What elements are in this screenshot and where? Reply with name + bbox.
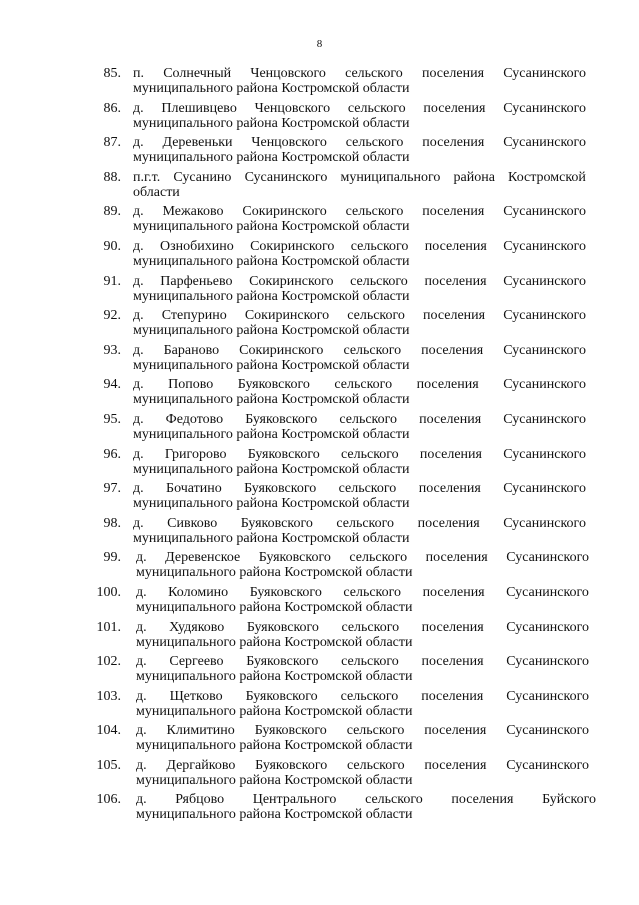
item-number: 88.	[103, 169, 121, 185]
item-word: Сусанинского	[506, 723, 589, 739]
item-number: 104.	[96, 723, 121, 739]
item-word: Ченцовского	[254, 100, 331, 116]
item-word: поселения	[421, 654, 484, 670]
item-word: Сусанинского	[506, 654, 589, 670]
item-word: поселения	[421, 66, 485, 81]
item-word: д.	[136, 688, 147, 704]
list-item	[0, 477, 639, 512]
item-word: д.	[136, 757, 147, 773]
item-word: поселения	[424, 723, 487, 739]
item-word: сельского	[350, 238, 409, 254]
item-word: Буяковского	[246, 619, 319, 635]
item-word: Парфеньево	[160, 273, 233, 289]
item-word: Сусанинского	[503, 515, 586, 531]
item-word: Ознобихино	[159, 238, 234, 254]
list-item	[0, 235, 639, 270]
item-second-line: муниципального района Костромской области	[136, 669, 413, 685]
item-word: д.	[133, 411, 144, 427]
item-word: сельского	[341, 619, 400, 635]
item-word: д.	[136, 654, 147, 670]
item-word: Степурино	[161, 308, 227, 324]
item-word: Сокиринского	[249, 273, 334, 289]
item-word: поселения	[421, 688, 484, 704]
item-number: 96.	[103, 446, 121, 462]
item-word: д.	[133, 238, 144, 254]
item-second-line: муниципального района Костромской области	[133, 288, 410, 304]
list-item	[0, 270, 639, 305]
item-word: Сусанинского	[503, 273, 586, 289]
item-second-line: муниципального района Костромской области	[133, 81, 410, 96]
settlement-list	[0, 62, 639, 823]
item-word: сельского	[343, 584, 402, 600]
item-word: Центрального	[252, 792, 337, 808]
list-item	[0, 373, 639, 408]
item-word: Буяковского	[246, 654, 319, 670]
item-second-line: муниципального района Костромской области	[133, 150, 410, 166]
item-word: Федотово	[165, 411, 224, 427]
item-word: сельского	[336, 515, 395, 531]
item-word: д.	[133, 377, 144, 393]
item-word: д.	[133, 446, 144, 462]
item-word: сельского	[343, 342, 402, 358]
item-number: 97.	[103, 481, 121, 497]
item-word: Бараново	[163, 342, 220, 358]
item-second-line: муниципального района Костромской области	[136, 634, 413, 650]
item-number: 89.	[103, 204, 121, 220]
item-word: сельского	[347, 100, 406, 116]
item-number: 105.	[96, 757, 121, 773]
item-word: д.	[133, 308, 144, 324]
list-item	[0, 581, 639, 616]
list-item	[0, 200, 639, 235]
item-word: Буяковского	[237, 377, 310, 393]
item-word: поселения	[451, 792, 514, 808]
item-word: Буяковского	[255, 757, 328, 773]
item-word: д.	[133, 273, 144, 289]
item-word: Межаково	[162, 204, 224, 220]
item-word: сельского	[334, 377, 393, 393]
item-second-line: муниципального района Костромской области	[133, 426, 410, 442]
item-number: 92.	[103, 308, 121, 324]
item-word: Сусанинского	[503, 135, 586, 151]
item-second-line: муниципального района Костромской области	[136, 738, 413, 754]
item-word: Буяковского	[247, 446, 320, 462]
list-item	[0, 788, 639, 823]
item-number: 98.	[103, 515, 121, 531]
item-word: Сусанинского	[506, 619, 589, 635]
item-second-line: муниципального района Костромской области	[136, 599, 413, 615]
item-second-line: муниципального района Костромской области	[133, 323, 410, 339]
item-word: д.	[133, 204, 144, 220]
item-word: Сокиринского	[239, 342, 324, 358]
item-word: поселения	[424, 238, 487, 254]
item-word: д.	[133, 481, 144, 497]
list-item	[0, 685, 639, 720]
item-word: Сусанинского	[503, 100, 586, 116]
list-item	[0, 62, 639, 97]
item-word: Щетково	[169, 688, 223, 704]
item-word: Сусанинского	[506, 550, 589, 566]
item-second-line: муниципального района Костромской области	[133, 253, 410, 269]
item-word: Деревенское	[165, 550, 241, 566]
item-word: Сусанинского	[503, 204, 586, 220]
list-item	[0, 97, 639, 132]
list-item	[0, 754, 639, 789]
item-word: сельского	[346, 757, 405, 773]
item-word: Буяковского	[258, 550, 331, 566]
item-word: д.	[136, 619, 147, 635]
item-number: 100.	[96, 584, 121, 600]
item-word: сельского	[345, 204, 404, 220]
item-word: Бочатино	[166, 481, 222, 497]
item-number: 93.	[103, 342, 121, 358]
list-item	[0, 304, 639, 339]
item-word: д.	[133, 342, 144, 358]
item-word: п.	[133, 66, 144, 81]
item-word: Сусанино	[173, 169, 232, 185]
item-number: 91.	[103, 273, 121, 289]
item-word: поселения	[422, 584, 485, 600]
item-word: Дергайково	[166, 757, 236, 773]
item-word: сельского	[341, 654, 399, 670]
item-word: сельского	[349, 550, 408, 566]
item-word: Буяковского	[254, 723, 327, 739]
item-word: д.	[136, 792, 147, 808]
item-word: Рябцово	[175, 792, 225, 808]
list-item	[0, 339, 639, 374]
item-number: 86.	[103, 100, 121, 116]
list-item	[0, 443, 639, 478]
item-word: Ченцовского	[250, 66, 326, 81]
item-word: сельского	[350, 273, 408, 289]
item-word: сельского	[339, 411, 398, 427]
item-word: Климитино	[166, 723, 235, 739]
item-word: д.	[136, 550, 147, 566]
item-number: 101.	[96, 619, 121, 635]
item-word: поселения	[421, 342, 484, 358]
item-first-line	[133, 169, 586, 186]
item-word: сельского	[346, 723, 405, 739]
item-word: Костромской	[508, 169, 586, 185]
item-word: Буяковского	[245, 688, 318, 704]
item-word: Ченцовского	[251, 135, 327, 151]
item-word: Сусанинского	[244, 169, 328, 185]
item-second-line: области	[133, 184, 180, 200]
item-word: д.	[133, 100, 144, 116]
item-second-line: муниципального района Костромской области	[133, 115, 410, 131]
item-word: муниципального	[340, 169, 441, 185]
item-word: Сергеево	[169, 654, 224, 670]
item-word: Сусанинского	[503, 377, 586, 393]
item-word: сельского	[365, 792, 423, 808]
item-word: Буйского	[542, 792, 596, 808]
item-word: Буяковского	[240, 515, 313, 531]
item-number: 103.	[96, 688, 121, 704]
list-item	[0, 166, 639, 201]
item-number: 85.	[103, 66, 121, 81]
item-word: д.	[133, 515, 144, 531]
item-word: сельского	[345, 135, 404, 151]
item-word: Плешивцево	[161, 100, 237, 116]
item-second-line: муниципального района Костромской области	[136, 807, 413, 823]
item-word: Худяково	[169, 619, 225, 635]
item-number: 106.	[96, 792, 121, 808]
item-word: поселения	[419, 446, 482, 462]
list-item	[0, 616, 639, 651]
item-word: Сусанинского	[506, 757, 589, 773]
item-word: поселения	[422, 135, 485, 151]
item-word: п.г.т.	[133, 169, 161, 185]
item-word: Сусанинского	[503, 446, 586, 462]
item-word: сельского	[347, 308, 405, 324]
item-second-line: муниципального района Костромской области	[133, 357, 410, 373]
item-word: Буяковского	[245, 411, 318, 427]
item-second-line: муниципального района Костромской области	[133, 392, 410, 408]
item-word: Сокиринского	[244, 308, 330, 324]
item-word: поселения	[423, 308, 486, 324]
item-word: Коломино	[168, 584, 229, 600]
item-word: поселения	[419, 411, 482, 427]
item-word: поселения	[416, 377, 479, 393]
item-second-line: муниципального района Костромской области	[133, 496, 410, 512]
item-second-line: муниципального района Костромской области	[133, 219, 410, 235]
item-word: Сокиринского	[250, 238, 335, 254]
item-word: д.	[136, 723, 147, 739]
item-word: поселения	[424, 757, 487, 773]
item-second-line: муниципального района Костромской области	[133, 530, 410, 546]
item-word: Солнечный	[163, 66, 232, 81]
list-item	[0, 546, 639, 581]
item-word: Сокиринского	[242, 204, 327, 220]
list-item	[0, 512, 639, 547]
list-item	[0, 650, 639, 685]
item-word: Попово	[168, 377, 214, 393]
item-second-line: муниципального района Костромской области	[133, 461, 410, 477]
item-number: 99.	[103, 550, 121, 566]
item-word: сельского	[345, 66, 403, 81]
item-word: Сусанинского	[503, 481, 586, 497]
item-number: 95.	[103, 411, 121, 427]
item-word: сельского	[340, 688, 399, 704]
item-word: поселения	[422, 204, 485, 220]
item-word: поселения	[421, 619, 484, 635]
item-number: 87.	[103, 135, 121, 151]
item-word: д.	[136, 584, 147, 600]
item-word: Сусанинского	[506, 688, 589, 704]
item-word: Сусанинского	[503, 66, 586, 81]
item-word: поселения	[424, 273, 487, 289]
item-word: поселения	[425, 550, 488, 566]
item-word: Сусанинского	[506, 584, 589, 600]
item-second-line: муниципального района Костромской области	[136, 703, 413, 719]
item-word: Сивково	[167, 515, 218, 531]
list-item	[0, 131, 639, 166]
item-word: д.	[133, 135, 144, 151]
item-second-line: муниципального района Костромской области	[136, 772, 413, 788]
item-word: поселения	[417, 515, 480, 531]
item-number: 102.	[96, 654, 121, 670]
item-word: Сусанинского	[503, 238, 586, 254]
item-word: Сусанинского	[503, 411, 586, 427]
item-word: сельского	[341, 446, 399, 462]
item-word: района	[453, 169, 495, 185]
item-word: Деревеньки	[162, 135, 233, 151]
list-item	[0, 408, 639, 443]
item-number: 90.	[103, 238, 121, 254]
list-item	[0, 719, 639, 754]
item-word: Сусанинского	[503, 342, 586, 358]
item-second-line: муниципального района Костромской области	[136, 565, 413, 581]
item-number: 94.	[103, 377, 121, 393]
item-word: сельского	[338, 481, 397, 497]
item-word: Сусанинского	[503, 308, 586, 324]
item-word: Буяковского	[249, 584, 322, 600]
item-word: поселения	[423, 100, 486, 116]
item-word: поселения	[418, 481, 481, 497]
page-number: 8	[316, 38, 323, 50]
item-word: Григорово	[164, 446, 227, 462]
item-word: Буяковского	[244, 481, 317, 497]
